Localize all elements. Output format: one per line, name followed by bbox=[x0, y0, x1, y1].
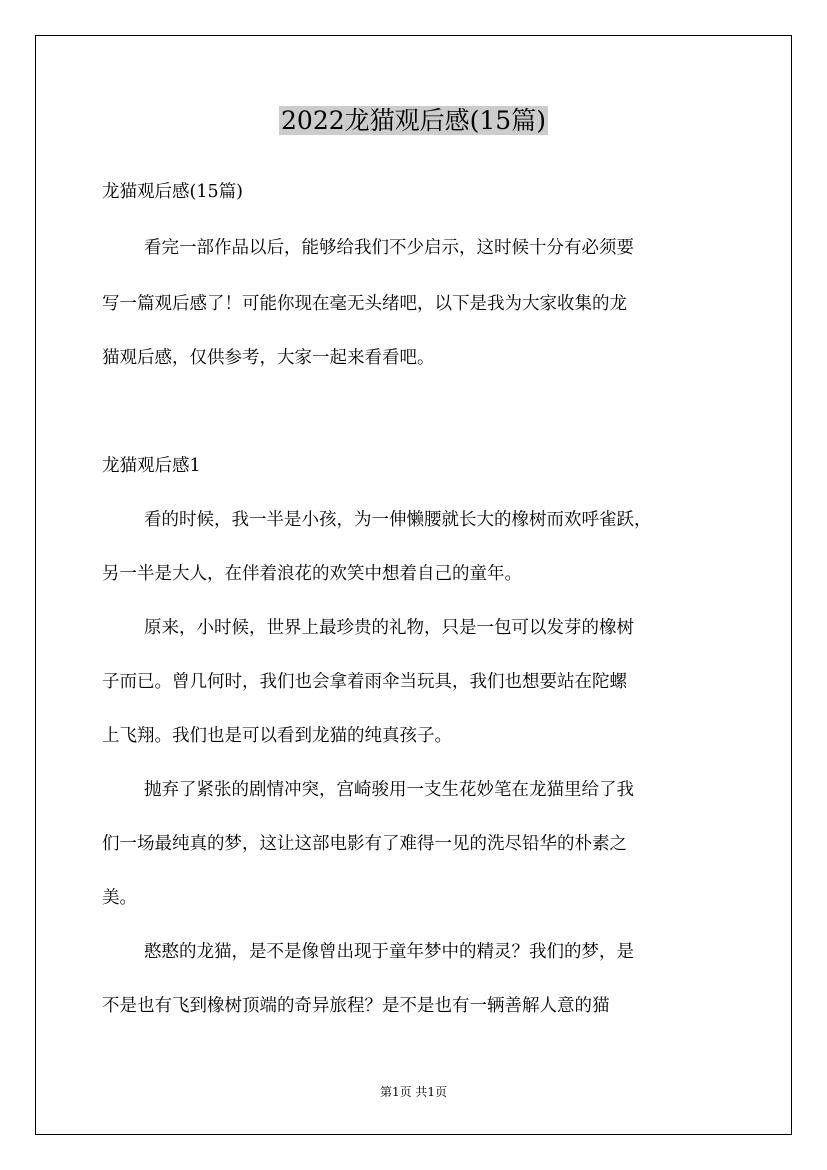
body-line-4: 子而已。曾几何时，我们也会拿着雨伞当玩具，我们也想要站在陀螺 bbox=[102, 672, 627, 692]
document-title-text: 2022龙猫观后感(15篇) bbox=[281, 106, 546, 135]
document-title bbox=[0, 100, 827, 142]
section-heading: 龙猫观后感1 bbox=[102, 456, 201, 476]
body-line-3: 原来，小时候，世界上最珍贵的礼物，只是一包可以发芽的橡树 bbox=[144, 618, 634, 638]
intro-line-2: 写一篇观后感了！可能你现在毫无头绪吧，以下是我为大家收集的龙 bbox=[102, 294, 627, 314]
intro-line-1: 看完一部作品以后，能够给我们不少启示，这时候十分有必须要 bbox=[144, 238, 634, 258]
body-line-2: 另一半是大人，在伴着浪花的欢笑中想着自己的童年。 bbox=[102, 564, 522, 584]
body-line-5: 上飞翔。我们也是可以看到龙猫的纯真孩子。 bbox=[102, 726, 452, 746]
body-line-1: 看的时候，我一半是小孩，为一伸懒腰就长大的橡树而欢呼雀跃， bbox=[144, 510, 652, 530]
body-line-8: 美。 bbox=[102, 888, 137, 908]
intro-line-3: 猫观后感，仅供参考，大家一起来看看吧。 bbox=[102, 348, 435, 368]
body-line-10: 不是也有飞到橡树顶端的奇异旅程？是不是也有一辆善解人意的猫 bbox=[102, 996, 610, 1016]
body-line-6: 抛弃了紧张的剧情冲突，宫崎骏用一支生花妙笔在龙猫里给了我 bbox=[144, 780, 634, 800]
page-footer: 第1页 共1页 bbox=[379, 1085, 448, 1099]
body-line-7: 们一场最纯真的梦，这让这部电影有了难得一见的洗尽铅华的朴素之 bbox=[102, 834, 627, 854]
document-subtitle: 龙猫观后感(15篇) bbox=[102, 182, 243, 202]
body-line-9: 憨憨的龙猫，是不是像曾出现于童年梦中的精灵？我们的梦，是 bbox=[144, 942, 634, 962]
